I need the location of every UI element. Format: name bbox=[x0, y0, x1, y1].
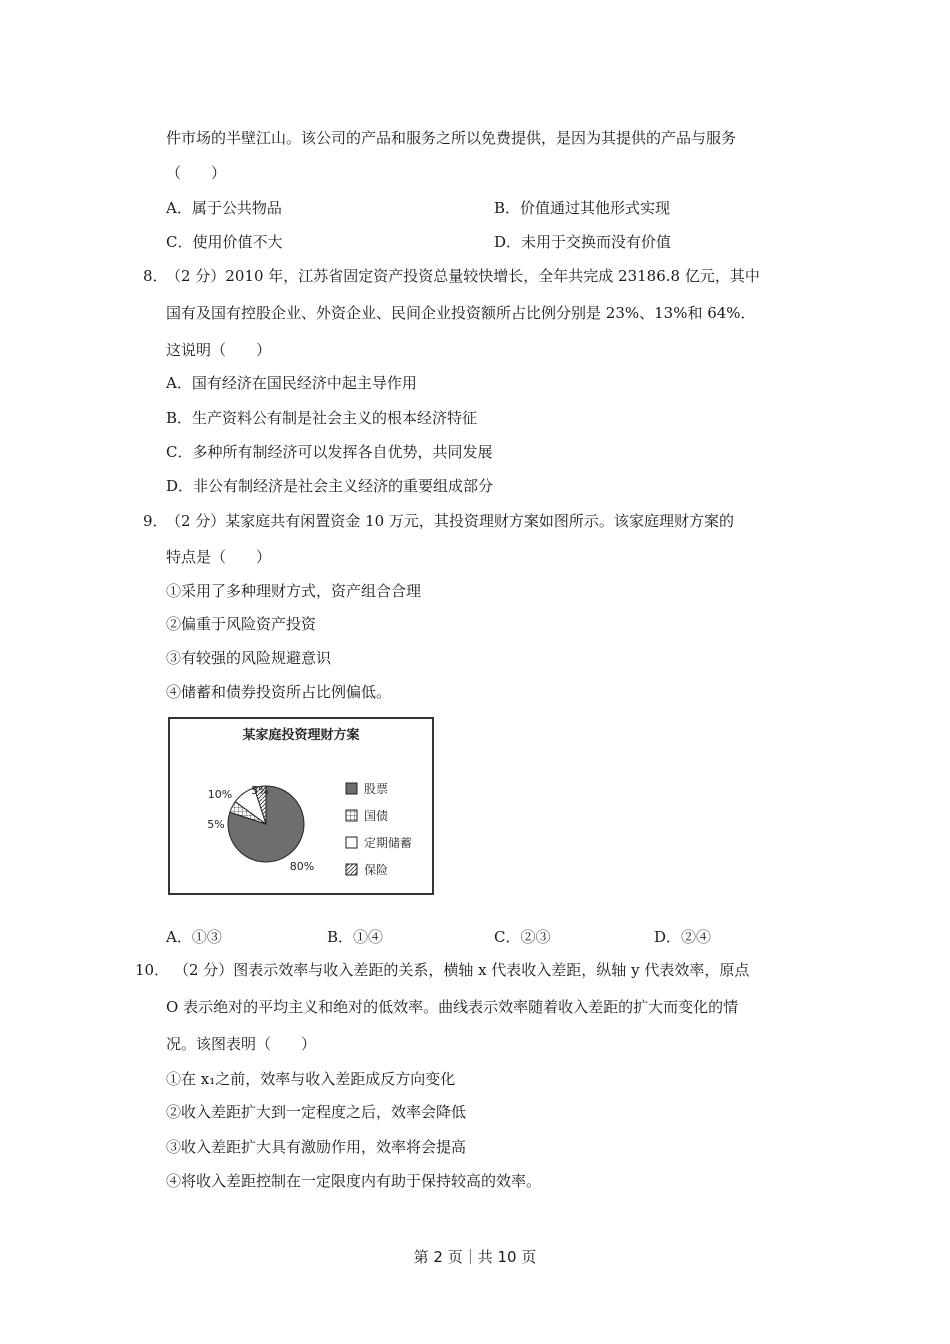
q8-stem-line-1: （2 分）2010 年，江苏省固定资产投资总量较快增长，全年共完成 23186.8 亿元，其中 bbox=[166, 267, 760, 285]
q9-stem-line-1: （2 分）某家庭共有闲置资金 10 万元，其投资理财方案如图所示。该家庭理财方案的 bbox=[166, 512, 734, 530]
q8-stem-line-2: 国有及国有控股企业、外资企业、民间企业投资额所占比例分别是 23%、13%和 64%． bbox=[166, 304, 756, 322]
q9-item-3: ③有较强的风险规避意识 bbox=[166, 649, 332, 667]
legend-swatch-stocks bbox=[346, 783, 357, 794]
q10-stem-line-1: （2 分）图表示效率与收入差距的关系，横轴 x 代表收入差距，纵轴 y 代表效率，原点 bbox=[174, 961, 750, 979]
q9-option-a: A．①③ bbox=[166, 928, 222, 946]
q10-number: 10． bbox=[135, 961, 170, 979]
q9-item-4: ④储蓄和债券投资所占比例偏低。 bbox=[166, 683, 392, 701]
chart-title: 某家庭投资理财方案 bbox=[242, 728, 360, 743]
legend-label-deposit: 定期储蓄 bbox=[364, 836, 413, 850]
q10-stem-line-3: 况。该图表明（ ） bbox=[166, 1035, 317, 1053]
pie-label-bonds: 5% bbox=[207, 818, 225, 831]
q10-stem-line-2: O 表示绝对的平均主义和绝对的低效率。曲线表示效率随着收入差距的扩大而变化的情 bbox=[166, 998, 739, 1016]
q10-item-2: ②收入差距扩大到一定程度之后，效率会降低 bbox=[166, 1103, 467, 1121]
q7-continuation-line: 件市场的半壁江山。该公司的产品和服务之所以免费提供，是因为其提供的产品与服务 bbox=[166, 129, 737, 147]
legend-swatch-deposit bbox=[346, 837, 357, 848]
investment-pie-chart-figure bbox=[168, 717, 434, 895]
q7-option-a: A．属于公共物品 bbox=[166, 199, 282, 217]
q8-stem-line-3: 这说明（ ） bbox=[166, 341, 272, 359]
q9-item-1: ①采用了多种理财方式，资产组合合理 bbox=[166, 582, 422, 600]
q9-option-d: D．②④ bbox=[654, 928, 712, 946]
q8-option-d: D．非公有制经济是社会主义经济的重要组成部分 bbox=[166, 477, 494, 495]
legend-swatch-bonds bbox=[346, 810, 357, 821]
legend-label-insurance: 保险 bbox=[364, 863, 389, 877]
page-footer: 第 2 页｜共 10 页 bbox=[413, 1248, 537, 1266]
q7-option-b: B．价值通过其他形式实现 bbox=[494, 199, 671, 217]
q8-option-a: A．国有经济在国民经济中起主导作用 bbox=[166, 374, 417, 392]
q7-answer-paren: （ ） bbox=[166, 164, 227, 182]
q10-item-4: ④将收入差距控制在一定限度内有助于保持较高的效率。 bbox=[166, 1172, 542, 1190]
q10-item-1: ①在 x₁之前，效率与收入差距成反方向变化 bbox=[166, 1070, 456, 1088]
legend-swatch-insurance bbox=[346, 864, 357, 875]
pie-label-insurance: 5% bbox=[251, 784, 269, 797]
q9-stem-line-2: 特点是（ ） bbox=[166, 548, 272, 566]
q7-option-d: D．未用于交换而没有价值 bbox=[494, 233, 672, 251]
pie-label-deposit: 10% bbox=[207, 788, 233, 801]
pie-label-stocks: 80% bbox=[289, 860, 315, 873]
q9-item-2: ②偏重于风险资产投资 bbox=[166, 615, 317, 633]
pie-chart-svg bbox=[170, 719, 432, 893]
q8-option-c: C．多种所有制经济可以发挥各自优势，共同发展 bbox=[166, 443, 493, 461]
q9-option-b: B．①④ bbox=[327, 928, 384, 946]
q7-option-c: C．使用价值不大 bbox=[166, 233, 283, 251]
q9-option-c: C．②③ bbox=[494, 928, 551, 946]
legend-label-stocks: 股票 bbox=[364, 782, 389, 796]
q9-number: 9． bbox=[143, 512, 168, 530]
q8-option-b: B．生产资料公有制是社会主义的根本经济特征 bbox=[166, 409, 478, 427]
q8-number: 8． bbox=[143, 267, 168, 285]
q10-item-3: ③收入差距扩大具有激励作用，效率将会提高 bbox=[166, 1138, 467, 1156]
legend-label-bonds: 国债 bbox=[364, 809, 389, 823]
